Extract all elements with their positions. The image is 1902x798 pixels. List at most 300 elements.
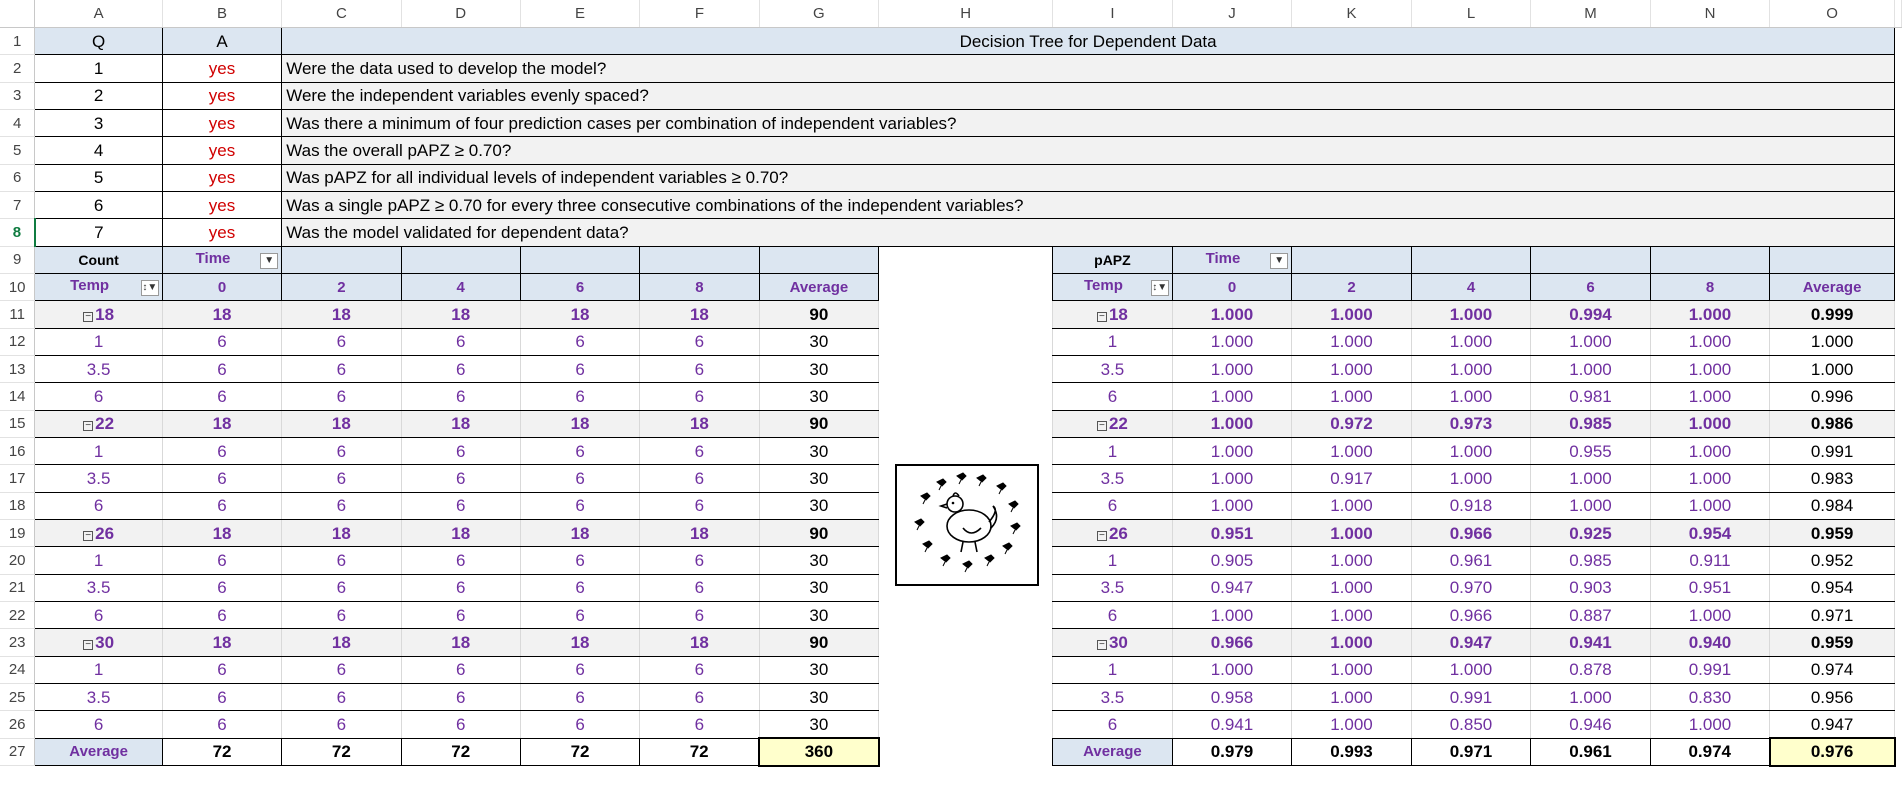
chicken-with-chicks-illustration[interactable] [895,464,1039,586]
pivot-papz-col-label[interactable]: 2 [1292,273,1412,300]
question-number[interactable]: 1 [35,55,162,82]
pivot-value-cell[interactable]: 0.991 [1411,684,1531,711]
pivot-value-cell[interactable]: 18 [282,629,401,656]
row-header[interactable]: 4 [0,109,35,136]
pivot-item-label[interactable]: 3.5 [1053,684,1173,711]
pivot-item-label[interactable]: 3.5 [1053,465,1173,492]
pivot-value-cell[interactable]: 6 [162,574,281,601]
pivot-value-cell[interactable]: 6 [520,355,639,382]
row-header[interactable]: 21 [0,574,35,601]
pivot-papz-col-label[interactable]: 8 [1650,273,1770,300]
pivot-value-cell[interactable]: 0.947 [1411,629,1531,656]
pivot-value-cell[interactable]: 0.941 [1172,711,1292,738]
pivot-value-cell[interactable]: 6 [401,383,520,410]
pivot-header-blank[interactable] [1770,246,1895,273]
row-header[interactable]: 16 [0,438,35,465]
collapse-icon[interactable]: − [83,531,93,541]
row-header[interactable]: 2 [0,55,35,82]
question-text[interactable]: Was pAPZ for all individual levels of independent variables ≥ 0.70? [282,164,1895,191]
pivot-value-cell[interactable]: 6 [401,328,520,355]
pivot-papz-col-label[interactable]: 0 [1172,273,1292,300]
pivot-value-cell[interactable]: 6 [162,438,281,465]
pivot-value-cell[interactable]: 1.000 [1292,520,1412,547]
pivot-value-cell[interactable]: 1.000 [1292,711,1412,738]
column-header-d[interactable]: D [401,0,520,27]
pivot-value-cell[interactable]: 0.903 [1531,574,1651,601]
sheet-title[interactable]: Decision Tree for Dependent Data [282,27,1895,54]
pivot-value-cell[interactable]: 0.940 [1650,629,1770,656]
pivot-value-cell[interactable]: 0.911 [1650,547,1770,574]
pivot-value-cell[interactable]: 6 [282,547,401,574]
pivot-value-cell[interactable]: 30 [759,574,879,601]
pivot-value-cell[interactable]: 0.966 [1172,629,1292,656]
pivot-value-cell[interactable]: 6 [520,492,639,519]
column-header-i[interactable]: I [1053,0,1173,27]
pivot-value-cell[interactable]: 0.983 [1770,465,1895,492]
question-text[interactable]: Were the data used to develop the model? [282,55,1895,82]
pivot-header-blank[interactable] [1650,246,1770,273]
column-header-f[interactable]: F [640,0,759,27]
pivot-value-cell[interactable]: 1.000 [1292,438,1412,465]
pivot-value-cell[interactable]: 6 [401,684,520,711]
row-header[interactable]: 17 [0,465,35,492]
row-header[interactable]: 19 [0,520,35,547]
pivot-count-row-field[interactable]: Temp ↕▼ [35,273,162,300]
pivot-value-cell[interactable]: 1.000 [1292,574,1412,601]
row-header[interactable]: 11 [0,301,35,328]
pivot-value-cell[interactable]: 18 [640,410,759,437]
pivot-item-label[interactable]: 6 [1053,492,1173,519]
pivot-value-cell[interactable]: 6 [640,656,759,683]
pivot-value-cell[interactable]: 18 [401,410,520,437]
pivot-count-column-field[interactable]: Time ▼ [162,246,281,273]
pivot-value-cell[interactable]: 30 [759,547,879,574]
filter-dropdown-icon[interactable]: ↕▼ [141,280,159,296]
pivot-value-cell[interactable]: 18 [162,410,281,437]
column-total-cell[interactable]: 0.961 [1531,738,1651,765]
pivot-value-cell[interactable]: 30 [759,492,879,519]
pivot-value-cell[interactable]: 6 [401,711,520,738]
pivot-header-blank[interactable] [520,246,639,273]
pivot-value-cell[interactable]: 6 [640,602,759,629]
pivot-value-cell[interactable]: 18 [162,301,281,328]
pivot-value-cell[interactable]: 0.984 [1770,492,1895,519]
pivot-value-cell[interactable]: 1.000 [1411,438,1531,465]
pivot-value-cell[interactable]: 0.966 [1411,520,1531,547]
pivot-value-cell[interactable]: 0.850 [1411,711,1531,738]
pivot-group-label[interactable]: − 26 [35,520,162,547]
row-header[interactable]: 1 [0,27,35,54]
question-number[interactable]: 5 [35,164,162,191]
row-header[interactable]: 3 [0,82,35,109]
pivot-item-label[interactable]: 1 [35,547,162,574]
pivot-value-cell[interactable]: 6 [520,656,639,683]
pivot-papz-column-field[interactable]: Time ▼ [1172,246,1292,273]
pivot-header-blank[interactable] [640,246,759,273]
pivot-header-blank[interactable] [282,246,401,273]
column-header-m[interactable]: M [1531,0,1651,27]
pivot-value-cell[interactable]: 18 [162,629,281,656]
column-total-cell[interactable]: 0.979 [1172,738,1292,765]
question-text[interactable]: Was a single pAPZ ≥ 0.70 for every three consecutive combinations of the independent variables? [282,191,1895,218]
column-total-cell[interactable]: 72 [640,738,759,765]
answer-cell[interactable]: yes [162,82,281,109]
pivot-value-cell[interactable]: 1.000 [1650,355,1770,382]
pivot-group-label[interactable]: − 22 [1053,410,1173,437]
pivot-value-cell[interactable]: 6 [520,438,639,465]
question-text[interactable]: Were the independent variables evenly spaced? [282,82,1895,109]
pivot-value-cell[interactable]: 1.000 [1172,328,1292,355]
answer-cell[interactable]: yes [162,55,281,82]
pivot-value-cell[interactable]: 6 [282,383,401,410]
pivot-value-cell[interactable]: 1.000 [1172,301,1292,328]
column-header-c[interactable]: C [282,0,401,27]
question-number[interactable]: 2 [35,82,162,109]
pivot-value-cell[interactable]: 6 [162,465,281,492]
pivot-value-cell[interactable]: 6 [520,547,639,574]
pivot-value-cell[interactable]: 6 [162,492,281,519]
column-total-cell[interactable]: 72 [282,738,401,765]
pivot-value-cell[interactable]: 0.954 [1770,574,1895,601]
pivot-item-label[interactable]: 1 [35,656,162,683]
pivot-value-cell[interactable]: 6 [640,438,759,465]
collapse-icon[interactable]: − [1097,312,1107,322]
pivot-item-label[interactable]: 1 [1053,438,1173,465]
pivot-count-col-label[interactable]: 6 [520,273,639,300]
pivot-value-cell[interactable]: 90 [759,301,879,328]
pivot-value-cell[interactable]: 1.000 [1172,656,1292,683]
collapse-icon[interactable]: − [83,421,93,431]
question-text[interactable]: Was the overall pAPZ ≥ 0.70? [282,137,1895,164]
pivot-value-cell[interactable]: 18 [162,520,281,547]
pivot-value-cell[interactable]: 0.961 [1411,547,1531,574]
pivot-value-cell[interactable]: 0.981 [1531,383,1651,410]
collapse-icon[interactable]: − [83,640,93,650]
pivot-value-cell[interactable]: 6 [282,602,401,629]
row-header[interactable]: 9 [0,246,35,273]
collapse-icon[interactable]: − [1097,531,1107,541]
pivot-item-label[interactable]: 6 [35,492,162,519]
pivot-value-cell[interactable]: 1.000 [1172,383,1292,410]
pivot-value-cell[interactable]: 6 [282,328,401,355]
row-header[interactable]: 8 [0,219,35,246]
answer-cell[interactable]: yes [162,219,281,246]
pivot-value-cell[interactable]: 6 [401,492,520,519]
pivot-value-cell[interactable]: 1.000 [1172,602,1292,629]
pivot-value-cell[interactable]: 6 [520,574,639,601]
pivot-item-label[interactable]: 1 [1053,547,1173,574]
pivot-value-cell[interactable]: 0.966 [1411,602,1531,629]
answer-cell[interactable]: yes [162,109,281,136]
pivot-value-cell[interactable]: 18 [520,410,639,437]
pivot-value-cell[interactable]: 30 [759,355,879,382]
pivot-value-cell[interactable]: 30 [759,684,879,711]
pivot-value-cell[interactable]: 1.000 [1292,492,1412,519]
pivot-papz-col-label[interactable]: 4 [1411,273,1531,300]
pivot-value-cell[interactable]: 18 [520,629,639,656]
pivot-value-cell[interactable]: 1.000 [1292,383,1412,410]
pivot-count-col-label[interactable]: Average [759,273,879,300]
question-number[interactable]: 3 [35,109,162,136]
column-header-blank[interactable] [1895,0,1902,27]
pivot-value-cell[interactable]: 6 [640,328,759,355]
pivot-value-cell[interactable]: 1.000 [1650,328,1770,355]
pivot-value-cell[interactable]: 30 [759,602,879,629]
pivot-value-cell[interactable]: 30 [759,465,879,492]
pivot-value-cell[interactable]: 0.951 [1172,520,1292,547]
pivot-value-cell[interactable]: 1.000 [1770,328,1895,355]
pivot-value-cell[interactable]: 6 [520,465,639,492]
row-header[interactable]: 20 [0,547,35,574]
pivot-value-cell[interactable]: 0.956 [1770,684,1895,711]
pivot-item-label[interactable]: 6 [1053,602,1173,629]
pivot-count-value-field[interactable]: Count [35,246,162,273]
pivot-value-cell[interactable]: 0.958 [1172,684,1292,711]
pivot-value-cell[interactable]: 30 [759,711,879,738]
pivot-value-cell[interactable]: 6 [162,355,281,382]
row-header[interactable]: 7 [0,191,35,218]
pivot-group-label[interactable]: − 30 [35,629,162,656]
pivot-item-label[interactable]: 6 [35,711,162,738]
pivot-value-cell[interactable]: 18 [640,301,759,328]
row-header[interactable]: 24 [0,656,35,683]
pivot-value-cell[interactable]: 6 [640,547,759,574]
pivot-value-cell[interactable]: 18 [401,629,520,656]
pivot-value-cell[interactable]: 1.000 [1650,465,1770,492]
pivot-value-cell[interactable]: 1.000 [1172,492,1292,519]
pivot-value-cell[interactable]: 6 [640,711,759,738]
row-header[interactable]: 12 [0,328,35,355]
pivot-value-cell[interactable]: 0.917 [1292,465,1412,492]
row-header[interactable]: 6 [0,164,35,191]
pivot-value-cell[interactable]: 0.905 [1172,547,1292,574]
pivot-value-cell[interactable]: 90 [759,520,879,547]
collapse-icon[interactable]: − [1097,640,1107,650]
pivot-value-cell[interactable]: 0.973 [1411,410,1531,437]
pivot-value-cell[interactable]: 90 [759,410,879,437]
pivot-value-cell[interactable]: 1.000 [1411,301,1531,328]
pivot-value-cell[interactable]: 0.952 [1770,547,1895,574]
collapse-icon[interactable]: − [83,312,93,322]
pivot-item-label[interactable]: 3.5 [1053,574,1173,601]
pivot-value-cell[interactable]: 1.000 [1531,465,1651,492]
pivot-value-cell[interactable]: 6 [401,602,520,629]
pivot-value-cell[interactable]: 0.947 [1770,711,1895,738]
pivot-value-cell[interactable]: 1.000 [1650,602,1770,629]
pivot-value-cell[interactable]: 30 [759,383,879,410]
pivot-value-cell[interactable]: 6 [520,711,639,738]
filter-dropdown-icon[interactable]: ▼ [260,253,278,269]
pivot-value-cell[interactable]: 1.000 [1650,410,1770,437]
grand-total-label[interactable]: Average [35,738,162,765]
pivot-value-cell[interactable]: 18 [282,410,401,437]
pivot-value-cell[interactable]: 30 [759,328,879,355]
column-header-k[interactable]: K [1292,0,1412,27]
header-a[interactable]: A [162,27,281,54]
pivot-papz-value-field[interactable]: pAPZ [1053,246,1173,273]
pivot-group-label[interactable]: − 18 [35,301,162,328]
pivot-value-cell[interactable]: 1.000 [1650,383,1770,410]
pivot-value-cell[interactable]: 0.986 [1770,410,1895,437]
pivot-value-cell[interactable]: 0.974 [1770,656,1895,683]
pivot-value-cell[interactable]: 18 [520,520,639,547]
pivot-value-cell[interactable]: 6 [640,465,759,492]
pivot-value-cell[interactable]: 6 [401,574,520,601]
pivot-value-cell[interactable]: 18 [282,520,401,547]
pivot-value-cell[interactable]: 6 [162,328,281,355]
pivot-value-cell[interactable]: 0.941 [1531,629,1651,656]
question-text[interactable]: Was there a minimum of four prediction cases per combination of independent variables? [282,109,1895,136]
row-header[interactable]: 13 [0,355,35,382]
pivot-value-cell[interactable]: 1.000 [1292,602,1412,629]
pivot-value-cell[interactable]: 1.000 [1172,465,1292,492]
pivot-item-label[interactable]: 3.5 [35,355,162,382]
pivot-item-label[interactable]: 1 [1053,328,1173,355]
pivot-value-cell[interactable]: 0.985 [1531,547,1651,574]
row-header[interactable]: 23 [0,629,35,656]
pivot-value-cell[interactable]: 6 [282,684,401,711]
pivot-value-cell[interactable]: 1.000 [1292,656,1412,683]
pivot-value-cell[interactable]: 6 [640,684,759,711]
pivot-value-cell[interactable]: 6 [282,355,401,382]
pivot-value-cell[interactable]: 1.000 [1292,328,1412,355]
pivot-value-cell[interactable]: 6 [282,574,401,601]
pivot-item-label[interactable]: 1 [1053,656,1173,683]
pivot-value-cell[interactable]: 1.000 [1770,355,1895,382]
pivot-value-cell[interactable]: 1.000 [1411,465,1531,492]
pivot-value-cell[interactable]: 1.000 [1411,355,1531,382]
pivot-item-label[interactable]: 1 [35,438,162,465]
pivot-count-col-label[interactable]: 8 [640,273,759,300]
row-header[interactable]: 14 [0,383,35,410]
pivot-value-cell[interactable]: 0.959 [1770,520,1895,547]
pivot-value-cell[interactable]: 6 [282,438,401,465]
header-q[interactable]: Q [35,27,162,54]
column-header-b[interactable]: B [162,0,281,27]
column-header-a[interactable]: A [35,0,162,27]
pivot-value-cell[interactable]: 6 [162,711,281,738]
pivot-value-cell[interactable]: 1.000 [1650,438,1770,465]
pivot-value-cell[interactable]: 1.000 [1292,684,1412,711]
pivot-group-label[interactable]: − 30 [1053,629,1173,656]
pivot-group-label[interactable]: − 18 [1053,301,1173,328]
column-total-cell[interactable]: 0.971 [1411,738,1531,765]
pivot-value-cell[interactable]: 6 [282,711,401,738]
pivot-value-cell[interactable]: 0.951 [1650,574,1770,601]
pivot-value-cell[interactable]: 6 [401,355,520,382]
answer-cell[interactable]: yes [162,137,281,164]
pivot-value-cell[interactable]: 0.970 [1411,574,1531,601]
column-total-cell[interactable]: 72 [520,738,639,765]
row-header[interactable]: 5 [0,137,35,164]
column-total-cell[interactable]: 72 [401,738,520,765]
pivot-value-cell[interactable]: 0.972 [1292,410,1412,437]
pivot-value-cell[interactable]: 0.985 [1531,410,1651,437]
pivot-item-label[interactable]: 3.5 [35,465,162,492]
column-header-g[interactable]: G [759,0,879,27]
pivot-value-cell[interactable]: 1.000 [1172,355,1292,382]
pivot-item-label[interactable]: 3.5 [1053,355,1173,382]
question-number[interactable]: 4 [35,137,162,164]
pivot-value-cell[interactable]: 90 [759,629,879,656]
row-header[interactable]: 27 [0,738,35,765]
pivot-value-cell[interactable]: 0.999 [1770,301,1895,328]
pivot-value-cell[interactable]: 6 [282,465,401,492]
row-header[interactable]: 15 [0,410,35,437]
column-header-e[interactable]: E [520,0,639,27]
pivot-item-label[interactable]: 6 [35,383,162,410]
pivot-value-cell[interactable]: 0.878 [1531,656,1651,683]
pivot-item-label[interactable]: 6 [1053,383,1173,410]
pivot-value-cell[interactable]: 0.954 [1650,520,1770,547]
pivot-value-cell[interactable]: 6 [640,355,759,382]
pivot-item-label[interactable]: 6 [35,602,162,629]
pivot-value-cell[interactable]: 0.971 [1770,602,1895,629]
pivot-value-cell[interactable]: 30 [759,438,879,465]
pivot-value-cell[interactable]: 1.000 [1650,492,1770,519]
row-header[interactable]: 18 [0,492,35,519]
pivot-value-cell[interactable]: 0.918 [1411,492,1531,519]
row-header[interactable]: 26 [0,711,35,738]
pivot-group-label[interactable]: − 22 [35,410,162,437]
pivot-value-cell[interactable]: 6 [401,547,520,574]
pivot-value-cell[interactable]: 6 [640,492,759,519]
pivot-header-blank[interactable] [1292,246,1412,273]
column-header-l[interactable]: L [1411,0,1531,27]
pivot-value-cell[interactable]: 6 [640,383,759,410]
pivot-value-cell[interactable]: 6 [401,656,520,683]
pivot-header-blank[interactable] [1411,246,1531,273]
answer-cell[interactable]: yes [162,164,281,191]
grand-total-cell[interactable]: 360 [759,738,879,765]
pivot-count-col-label[interactable]: 2 [282,273,401,300]
pivot-value-cell[interactable]: 18 [520,301,639,328]
pivot-value-cell[interactable]: 6 [640,574,759,601]
pivot-value-cell[interactable]: 1.000 [1531,492,1651,519]
pivot-value-cell[interactable]: 1.000 [1292,547,1412,574]
pivot-value-cell[interactable]: 6 [520,383,639,410]
pivot-value-cell[interactable]: 0.996 [1770,383,1895,410]
pivot-value-cell[interactable]: 0.887 [1531,602,1651,629]
pivot-value-cell[interactable]: 0.947 [1172,574,1292,601]
pivot-item-label[interactable]: 1 [35,328,162,355]
pivot-header-blank[interactable] [759,246,879,273]
pivot-value-cell[interactable]: 1.000 [1292,629,1412,656]
pivot-value-cell[interactable]: 18 [640,520,759,547]
pivot-value-cell[interactable]: 6 [520,684,639,711]
pivot-header-blank[interactable] [1531,246,1651,273]
pivot-value-cell[interactable]: 6 [162,602,281,629]
pivot-item-label[interactable]: 3.5 [35,574,162,601]
pivot-value-cell[interactable]: 1.000 [1531,684,1651,711]
pivot-value-cell[interactable]: 1.000 [1531,355,1651,382]
pivot-value-cell[interactable]: 6 [520,328,639,355]
pivot-value-cell[interactable]: 1.000 [1531,328,1651,355]
pivot-value-cell[interactable]: 1.000 [1411,328,1531,355]
collapse-icon[interactable]: − [1097,421,1107,431]
column-header-h[interactable]: H [879,0,1053,27]
row-header[interactable]: 22 [0,602,35,629]
pivot-item-label[interactable]: 3.5 [35,684,162,711]
answer-cell[interactable]: yes [162,191,281,218]
question-number[interactable]: 6 [35,191,162,218]
pivot-value-cell[interactable]: 6 [401,465,520,492]
question-text[interactable]: Was the model validated for dependent data? [282,219,1895,246]
pivot-value-cell[interactable]: 6 [162,656,281,683]
question-number[interactable]: 7 [35,219,162,246]
pivot-value-cell[interactable]: 6 [282,492,401,519]
column-header-o[interactable]: O [1770,0,1895,27]
